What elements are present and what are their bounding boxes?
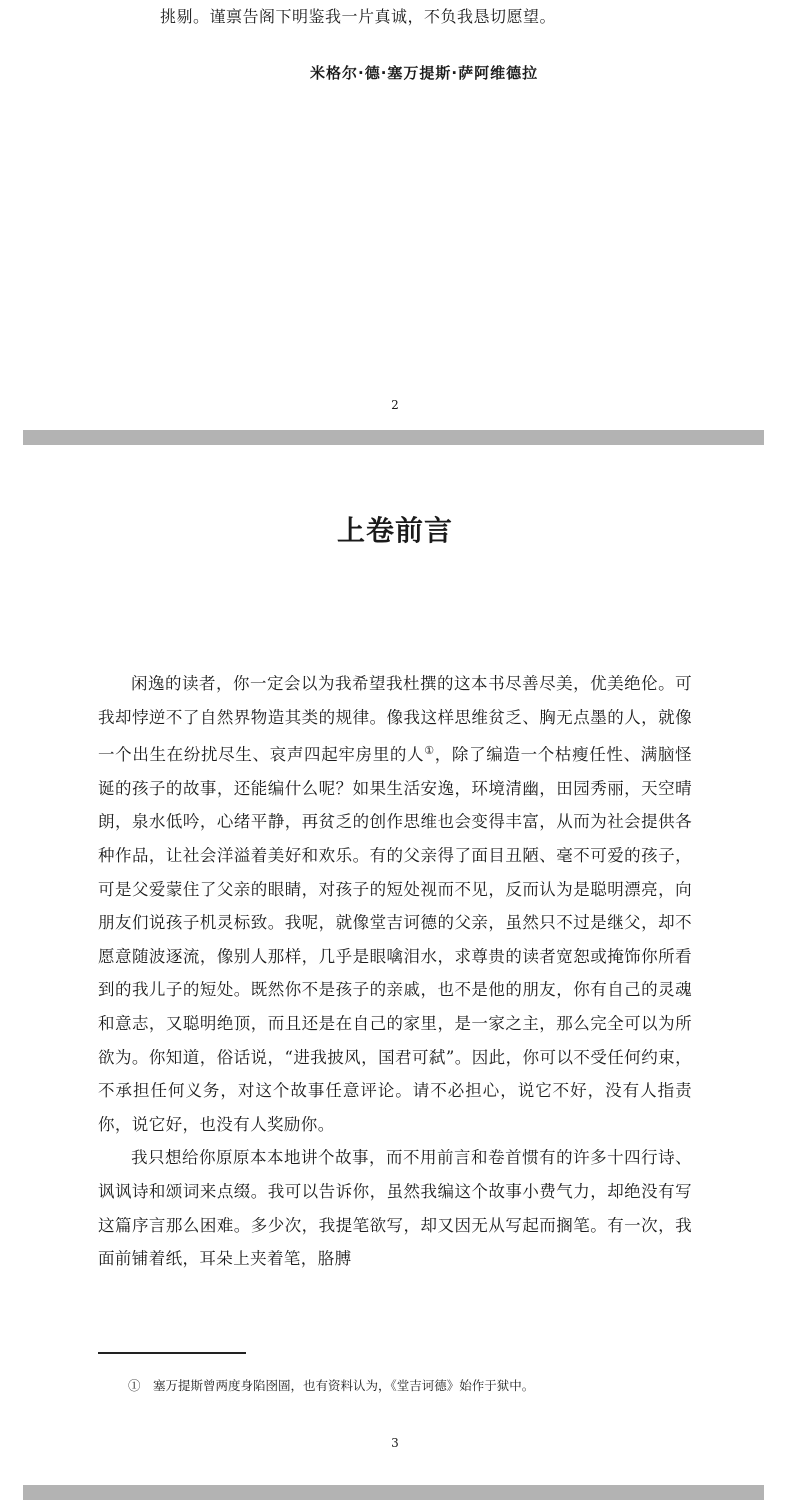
page-number-3: 3 (391, 1436, 399, 1450)
footnote-marker[interactable]: ① (424, 744, 435, 758)
paragraph-2: 我只想给你原原本本地讲个故事，而不用前言和卷首惯有的许多十四行诗、讽讽诗和颂词来点缀。我可以告诉你，虽然我编这个故事小费气力，却绝没有写这篇序言那么困难。多少次，我提笔欲写，却又因无从写起而搁笔。有一次，我面前铺着纸，耳朵上夹着笔，胳膊 (98, 1148, 692, 1269)
footnote: ① 塞万提斯曾两度身陷囹圄，也有资料认为，《堂吉诃德》始作于狱中。 (128, 1378, 535, 1393)
author-signature: 米格尔·德·塞万提斯·萨阿维德拉 (310, 64, 539, 82)
page-number-2: 2 (391, 398, 399, 412)
previous-page-last-line: 挑剔。谨禀告阁下明鉴我一片真诚，不负我恳切愿望。 (160, 7, 557, 26)
paragraph-1-part-b: ，除了编造一个枯瘦任性、满脑怪诞的孩子的故事，还能编什么呢？如果生活安逸，环境清幽，田园秀丽，天空晴朗，泉水低吟，心绪平静，再贫乏的创作思维也会变得丰富，从而为社会提供各种作品，让社会洋溢着美好和欢乐。有的父亲得了面目丑陋、毫不可爱的孩子，可是父爱蒙住了父亲的眼睛，对孩子的短处视而不见，反而认为是聪明漂亮，向朋友们说孩子机灵标致。我呢，就像堂吉诃德的父亲，虽然只不过是继父，却不愿意随波逐流，像别人那样，几乎是眼噙泪水，求尊贵的读者宽恕或掩饰你所看到的我儿子的短处。既然你不是孩子的亲戚，也不是他的朋友，你有自己的灵魂和意志，又聪明绝顶，而且还是在自己的家里，是一家之主，那么完全可以为所欲为。你知道，俗话说，“进我披风，国君可弑”。因此，你可以不受任何约束，不承担任何义务，对这个故事任意评论。请不必担心，说它不好，没有人指责你，说它好，也没有人奖励你。 (98, 745, 692, 1134)
paragraph-1-part-a: 闲逸的读者，你一定会以为我希望我杜撰的这本书尽善尽美，优美绝伦。可我却悖逆不了自然界物造其类的规律。像我这样思维贫乏、胸无点墨的人，就像一个出生在纷扰尽生、哀声四起牢房里的人 (98, 674, 692, 765)
chapter-title: 上卷前言 (336, 514, 453, 547)
paragraph-1 (98, 667, 692, 1141)
body-text (98, 667, 692, 1276)
page-separator (23, 430, 764, 445)
page-separator-bottom (23, 1485, 764, 1500)
footnote-divider (98, 1352, 246, 1354)
